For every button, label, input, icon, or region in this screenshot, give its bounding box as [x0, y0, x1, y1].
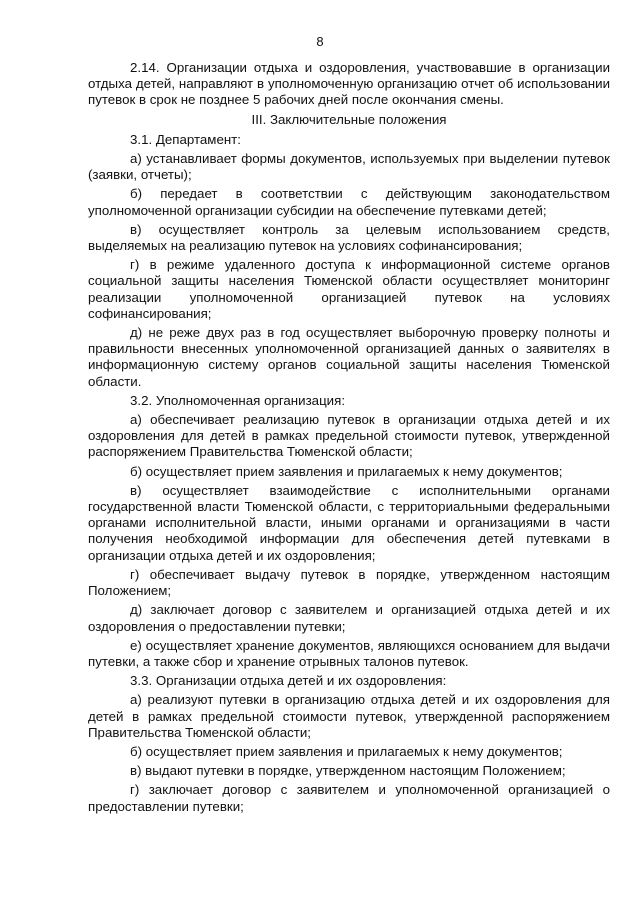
paragraph-3-3-b: б) осуществляет прием заявления и прилагаемых к нему документов; [130, 743, 563, 759]
paragraph-3-2-b: б) осуществляет прием заявления и прилагаемых к нему документов; [130, 463, 563, 479]
paragraph-3-2-e: е) осуществляет хранение документов, являющихся основанием для выдачи путевки, а также сбор и хранение отрывных талонов путевок. [88, 637, 610, 669]
paragraph-3-1-a: а) устанавливает формы документов, используемых при выделении путевок (заявки, отчеты); [88, 151, 610, 183]
paragraph-3-1-title: 3.1. Департамент: [130, 131, 241, 147]
paragraph-3-3-v: в) выдают путевки в порядке, утвержденном настоящим Положением; [130, 763, 566, 779]
section-heading-iii: III. Заключительные положения [251, 111, 447, 127]
paragraph-3-2-title: 3.2. Уполномоченная организация: [130, 392, 346, 408]
paragraph-3-2-a: а) обеспечивает реализацию путевок в организации отдыха детей и их оздоровления для детей в рамках предельной стоимости путевок, утвержденной распоряжением Правительства Тюменской области; [88, 412, 610, 460]
paragraph-3-1-g: г) в режиме удаленного доступа к информационной системе органов социальной защиты населения Тюменской области осуществляет мониторинг реализации уполномоченной организацией путевок на условиях софинансирования; [88, 257, 610, 321]
paragraph-3-3-g: г) заключает договор с заявителем и уполномоченной организацией о предоставлении путевки; [88, 782, 610, 814]
page-number: 8 [316, 34, 324, 49]
paragraph-3-1-d: д) не реже двух раз в год осуществляет выборочную проверку полноты и правильности внесенных уполномоченной организацией данных о заявителях в информационную систему органов социальной защиты населения Тюменской области. [88, 325, 610, 389]
document-body [88, 60, 610, 818]
paragraph-2-14: 2.14. Организации отдыха и оздоровления, участвовавшие в организации отдыха детей, направляют в уполномоченную организацию отчет об использовании путевок в срок не позднее 5 рабочих дней после окончания смены. [88, 60, 610, 108]
paragraph-3-3-title: 3.3. Организации отдыха детей и их оздоровления: [130, 673, 447, 689]
paragraph-3-1-b: б) передает в соответствии с действующим законодательством уполномоченной организации субсидии на обеспечение путевками детей; [88, 186, 610, 218]
paragraph-3-1-v: в) осуществляет контроль за целевым использованием средств, выделяемых на реализацию путевок на условиях софинансирования; [88, 221, 610, 254]
paragraph-3-2-g: г) обеспечивает выдачу путевок в порядке, утвержденном настоящим Положением; [88, 566, 610, 599]
paragraph-3-2-d: д) заключает договор с заявителем и организацией отдыха детей и их оздоровления о предоставлении путевки; [88, 602, 610, 634]
paragraph-3-2-v: в) осуществляет взаимодействие с исполнительными органами государственной власти Тюменской области, с территориальными федеральными органами исполнительной власти, иными органами и организациями в части получения необходимой информации для обеспечения детей путевками в организации отдыха детей и их оздоровления; [88, 482, 610, 563]
paragraph-3-3-a: а) реализуют путевки в организацию отдыха детей и их оздоровления для детей в рамках предельной стоимости путевок, утвержденной распоряжением Правительства Тюменской области; [88, 692, 610, 740]
